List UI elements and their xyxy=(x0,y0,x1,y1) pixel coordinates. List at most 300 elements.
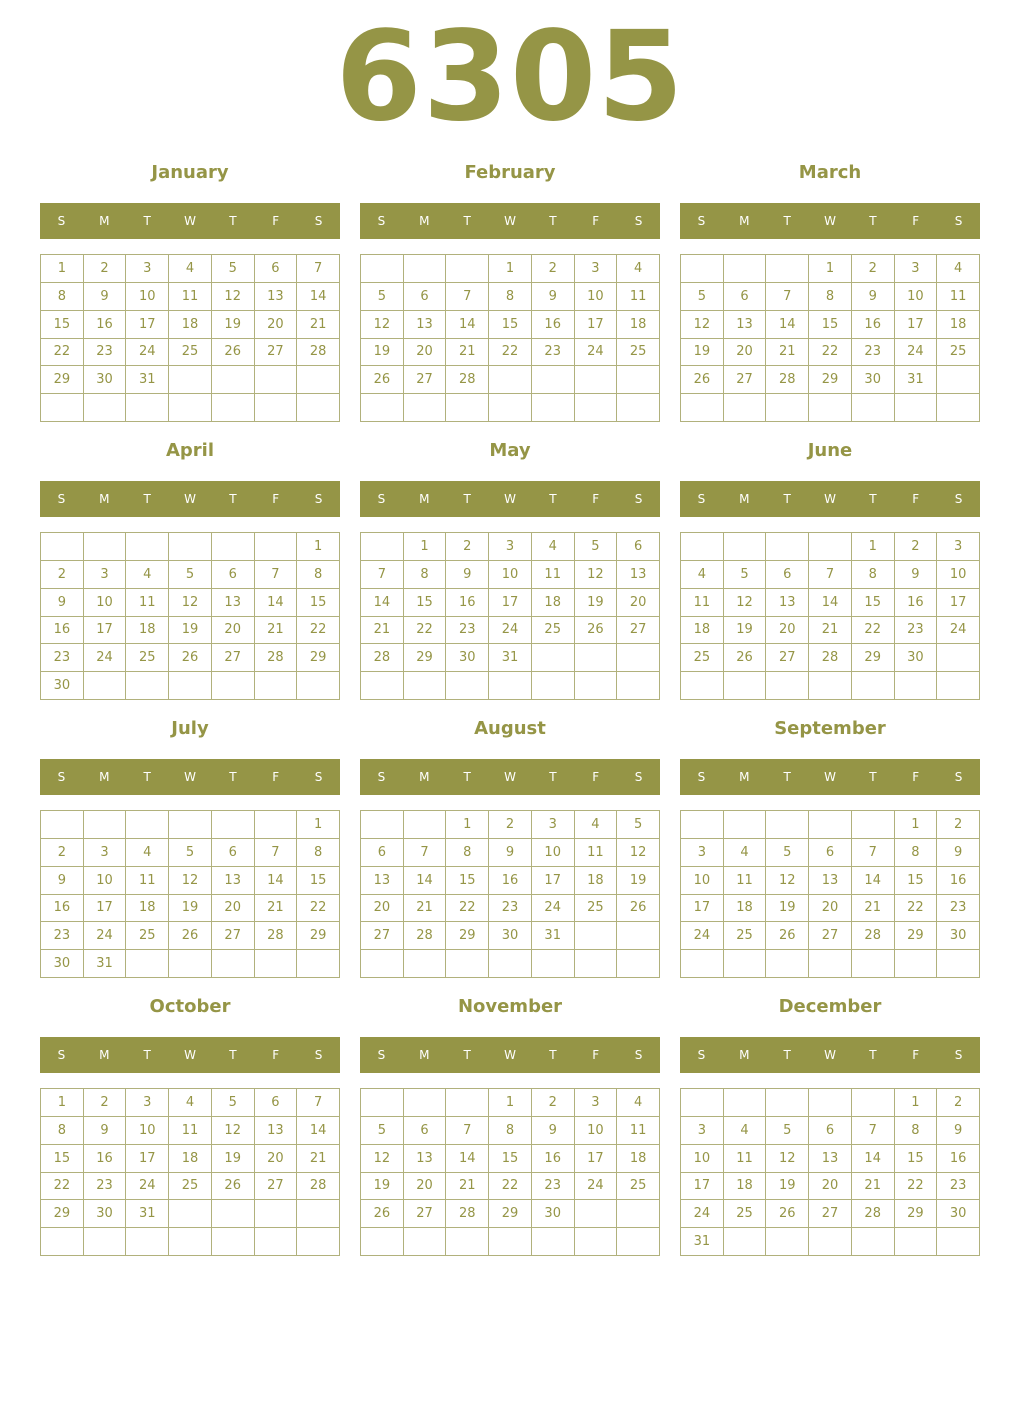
day-cell: 7 xyxy=(852,839,895,867)
day-cell: 21 xyxy=(446,1173,489,1201)
day-cell: 7 xyxy=(766,283,809,311)
day-cell: 24 xyxy=(575,1173,618,1201)
day-cell: 10 xyxy=(681,867,724,895)
weekday-label: T xyxy=(549,214,557,228)
empty-cell xyxy=(617,366,660,394)
day-cell: 2 xyxy=(937,811,980,839)
day-cell: 23 xyxy=(937,895,980,923)
day-cell: 7 xyxy=(297,255,340,283)
empty-cell xyxy=(169,1228,212,1256)
weekday-label: S xyxy=(954,1048,963,1062)
day-cell: 28 xyxy=(852,922,895,950)
weekday-label: S xyxy=(954,492,963,506)
day-cell: 12 xyxy=(212,283,255,311)
empty-cell xyxy=(895,394,938,422)
day-cell: 7 xyxy=(297,1089,340,1117)
day-cell: 26 xyxy=(169,644,212,672)
day-cell: 21 xyxy=(255,895,298,923)
day-cell: 22 xyxy=(489,1173,532,1201)
weekday-label: T xyxy=(783,770,791,784)
day-cell: 19 xyxy=(361,339,404,367)
day-cell: 23 xyxy=(489,895,532,923)
month-name: March xyxy=(798,162,862,183)
day-cell: 3 xyxy=(575,255,618,283)
day-cell: 3 xyxy=(126,255,169,283)
day-cell: 14 xyxy=(255,589,298,617)
month-name: April xyxy=(165,440,215,461)
empty-cell xyxy=(489,672,532,700)
weekday-label: T xyxy=(783,214,791,228)
day-cell: 17 xyxy=(126,1145,169,1173)
empty-cell xyxy=(681,811,724,839)
empty-cell xyxy=(41,533,84,561)
empty-cell xyxy=(681,950,724,978)
day-cell: 12 xyxy=(617,839,660,867)
day-cell: 13 xyxy=(255,1117,298,1145)
day-cell: 2 xyxy=(489,811,532,839)
day-cell: 30 xyxy=(446,644,489,672)
weekday-label: S xyxy=(57,1048,66,1062)
day-cell: 14 xyxy=(297,283,340,311)
weekday-label: T xyxy=(783,492,791,506)
empty-cell xyxy=(617,950,660,978)
day-cell: 31 xyxy=(84,950,127,978)
day-cell: 3 xyxy=(489,533,532,561)
day-cell: 23 xyxy=(41,922,84,950)
day-cell: 15 xyxy=(297,589,340,617)
day-cell: 30 xyxy=(937,1200,980,1228)
day-cell: 30 xyxy=(937,922,980,950)
day-cell: 8 xyxy=(489,283,532,311)
empty-cell xyxy=(809,950,852,978)
empty-cell xyxy=(446,255,489,283)
day-cell: 17 xyxy=(84,617,127,645)
day-cell: 22 xyxy=(297,895,340,923)
day-cell: 6 xyxy=(404,283,447,311)
day-cell: 4 xyxy=(169,1089,212,1117)
weekday-label: S xyxy=(377,492,386,506)
day-cell: 24 xyxy=(681,1200,724,1228)
year-title: 6305 xyxy=(335,5,685,149)
day-cell: 20 xyxy=(724,339,767,367)
day-cell: 2 xyxy=(446,533,489,561)
day-cell: 26 xyxy=(766,922,809,950)
weekday-label: T xyxy=(143,770,151,784)
day-cell: 6 xyxy=(724,283,767,311)
day-grid xyxy=(360,1088,660,1256)
day-cell: 18 xyxy=(937,311,980,339)
day-cell: 4 xyxy=(126,839,169,867)
empty-cell xyxy=(361,950,404,978)
empty-cell xyxy=(724,533,767,561)
empty-cell xyxy=(361,1089,404,1117)
day-cell: 7 xyxy=(361,561,404,589)
weekday-label: F xyxy=(272,492,280,506)
weekday-label: S xyxy=(634,492,643,506)
day-cell: 22 xyxy=(446,895,489,923)
day-cell: 16 xyxy=(532,1145,575,1173)
day-cell: 3 xyxy=(681,839,724,867)
empty-cell xyxy=(84,672,127,700)
weekday-label: S xyxy=(634,770,643,784)
day-cell: 30 xyxy=(895,644,938,672)
weekday-label: S xyxy=(57,214,66,228)
day-cell: 12 xyxy=(681,311,724,339)
day-cell: 20 xyxy=(212,895,255,923)
day-cell: 24 xyxy=(532,895,575,923)
day-cell: 24 xyxy=(681,922,724,950)
day-cell: 9 xyxy=(41,589,84,617)
day-cell: 14 xyxy=(446,311,489,339)
weekday-label: F xyxy=(272,214,280,228)
day-cell: 4 xyxy=(532,533,575,561)
day-cell: 11 xyxy=(617,283,660,311)
day-cell: 21 xyxy=(361,617,404,645)
day-cell: 7 xyxy=(446,1117,489,1145)
day-cell: 25 xyxy=(681,644,724,672)
empty-cell xyxy=(212,672,255,700)
day-cell: 6 xyxy=(212,839,255,867)
weekday-label: T xyxy=(869,1048,877,1062)
day-cell: 4 xyxy=(681,561,724,589)
day-cell: 16 xyxy=(852,311,895,339)
day-cell: 1 xyxy=(297,533,340,561)
empty-cell xyxy=(575,366,618,394)
empty-cell xyxy=(681,394,724,422)
day-cell: 5 xyxy=(361,1117,404,1145)
day-cell: 11 xyxy=(724,867,767,895)
day-cell: 3 xyxy=(681,1117,724,1145)
empty-cell xyxy=(532,366,575,394)
day-cell: 25 xyxy=(724,1200,767,1228)
weekday-label: M xyxy=(739,770,750,784)
day-cell: 13 xyxy=(212,589,255,617)
day-cell: 23 xyxy=(84,1173,127,1201)
day-cell: 31 xyxy=(895,366,938,394)
day-cell: 7 xyxy=(852,1117,895,1145)
weekday-label: S xyxy=(314,770,323,784)
day-cell: 18 xyxy=(126,895,169,923)
day-cell: 12 xyxy=(724,589,767,617)
day-cell: 27 xyxy=(617,617,660,645)
day-cell: 10 xyxy=(489,561,532,589)
empty-cell xyxy=(126,533,169,561)
weekday-label: T xyxy=(463,770,471,784)
day-cell: 22 xyxy=(41,339,84,367)
empty-cell xyxy=(852,394,895,422)
weekday-label: W xyxy=(184,1048,196,1062)
empty-cell xyxy=(937,950,980,978)
day-cell: 1 xyxy=(297,811,340,839)
empty-cell xyxy=(446,672,489,700)
day-cell: 12 xyxy=(361,1145,404,1173)
day-cell: 1 xyxy=(404,533,447,561)
day-cell: 3 xyxy=(126,1089,169,1117)
empty-cell xyxy=(255,1228,298,1256)
day-cell: 8 xyxy=(852,561,895,589)
day-cell: 22 xyxy=(404,617,447,645)
empty-cell xyxy=(681,672,724,700)
empty-cell xyxy=(809,533,852,561)
empty-cell xyxy=(126,394,169,422)
weekday-label: T xyxy=(463,492,471,506)
weekday-label: S xyxy=(314,492,323,506)
day-cell: 4 xyxy=(126,561,169,589)
empty-cell xyxy=(489,366,532,394)
empty-cell xyxy=(84,811,127,839)
empty-cell xyxy=(724,255,767,283)
day-cell: 28 xyxy=(809,644,852,672)
day-cell: 11 xyxy=(126,867,169,895)
day-cell: 19 xyxy=(212,311,255,339)
day-cell: 27 xyxy=(404,366,447,394)
day-cell: 20 xyxy=(766,617,809,645)
day-cell: 11 xyxy=(617,1117,660,1145)
empty-cell xyxy=(212,1228,255,1256)
day-cell: 27 xyxy=(724,366,767,394)
day-cell: 23 xyxy=(937,1173,980,1201)
day-cell: 15 xyxy=(41,1145,84,1173)
weekday-label: S xyxy=(314,214,323,228)
empty-cell xyxy=(617,394,660,422)
day-cell: 26 xyxy=(766,1200,809,1228)
day-cell: 9 xyxy=(852,283,895,311)
empty-cell xyxy=(766,811,809,839)
empty-cell xyxy=(575,1228,618,1256)
empty-cell xyxy=(41,1228,84,1256)
day-cell: 18 xyxy=(575,867,618,895)
day-cell: 27 xyxy=(255,1173,298,1201)
empty-cell xyxy=(169,811,212,839)
empty-cell xyxy=(361,811,404,839)
weekday-label: M xyxy=(739,214,750,228)
day-cell: 14 xyxy=(809,589,852,617)
weekday-label: S xyxy=(57,492,66,506)
day-cell: 28 xyxy=(446,1200,489,1228)
day-cell: 20 xyxy=(212,617,255,645)
day-cell: 26 xyxy=(212,339,255,367)
day-cell: 29 xyxy=(852,644,895,672)
empty-cell xyxy=(852,1228,895,1256)
day-cell: 29 xyxy=(297,644,340,672)
day-cell: 16 xyxy=(84,1145,127,1173)
day-cell: 11 xyxy=(681,589,724,617)
weekday-label: S xyxy=(634,1048,643,1062)
day-cell: 8 xyxy=(297,561,340,589)
day-grid xyxy=(40,1088,340,1256)
day-cell: 25 xyxy=(575,895,618,923)
day-cell: 31 xyxy=(532,922,575,950)
day-cell: 15 xyxy=(809,311,852,339)
day-cell: 2 xyxy=(532,1089,575,1117)
month-name: June xyxy=(807,440,853,461)
empty-cell xyxy=(575,644,618,672)
weekday-label: S xyxy=(634,214,643,228)
day-cell: 20 xyxy=(809,1173,852,1201)
day-cell: 20 xyxy=(361,895,404,923)
weekday-label: T xyxy=(549,770,557,784)
empty-cell xyxy=(297,1228,340,1256)
day-cell: 30 xyxy=(84,366,127,394)
day-cell: 13 xyxy=(212,867,255,895)
weekday-header xyxy=(680,1037,980,1073)
day-cell: 13 xyxy=(809,1145,852,1173)
empty-cell xyxy=(724,1228,767,1256)
empty-cell xyxy=(895,950,938,978)
day-cell: 25 xyxy=(532,617,575,645)
day-cell: 11 xyxy=(532,561,575,589)
weekday-label: M xyxy=(419,214,430,228)
empty-cell xyxy=(724,950,767,978)
empty-cell xyxy=(575,950,618,978)
day-cell: 29 xyxy=(895,1200,938,1228)
day-cell: 14 xyxy=(255,867,298,895)
day-cell: 13 xyxy=(617,561,660,589)
weekday-label: T xyxy=(229,770,237,784)
day-cell: 1 xyxy=(852,533,895,561)
month-name: August xyxy=(474,718,546,739)
day-cell: 25 xyxy=(126,922,169,950)
empty-cell xyxy=(681,1089,724,1117)
day-cell: 29 xyxy=(446,922,489,950)
day-cell: 5 xyxy=(169,839,212,867)
month-name: September xyxy=(774,718,886,739)
weekday-label: F xyxy=(592,770,600,784)
day-cell: 11 xyxy=(126,589,169,617)
day-grid xyxy=(680,810,980,978)
day-cell: 1 xyxy=(895,811,938,839)
day-cell: 25 xyxy=(169,339,212,367)
empty-cell xyxy=(532,1228,575,1256)
day-cell: 23 xyxy=(895,617,938,645)
day-cell: 7 xyxy=(446,283,489,311)
day-cell: 8 xyxy=(297,839,340,867)
weekday-label: F xyxy=(272,770,280,784)
day-cell: 13 xyxy=(809,867,852,895)
day-cell: 26 xyxy=(212,1173,255,1201)
empty-cell xyxy=(255,394,298,422)
month-name: November xyxy=(457,996,563,1017)
weekday-header xyxy=(680,203,980,239)
empty-cell xyxy=(489,394,532,422)
weekday-label: M xyxy=(99,1048,110,1062)
day-cell: 20 xyxy=(404,339,447,367)
day-cell: 27 xyxy=(255,339,298,367)
empty-cell xyxy=(361,672,404,700)
day-cell: 10 xyxy=(84,589,127,617)
empty-cell xyxy=(126,811,169,839)
day-cell: 12 xyxy=(361,311,404,339)
day-cell: 5 xyxy=(212,255,255,283)
weekday-label: F xyxy=(272,1048,280,1062)
day-cell: 9 xyxy=(446,561,489,589)
day-cell: 19 xyxy=(617,867,660,895)
day-cell: 18 xyxy=(617,311,660,339)
empty-cell xyxy=(41,811,84,839)
day-cell: 15 xyxy=(446,867,489,895)
day-cell: 13 xyxy=(404,1145,447,1173)
weekday-label: F xyxy=(912,492,920,506)
weekday-label: T xyxy=(783,1048,791,1062)
weekday-header xyxy=(360,481,660,517)
weekday-header xyxy=(40,759,340,795)
day-grid xyxy=(40,254,340,422)
day-cell: 30 xyxy=(489,922,532,950)
day-cell: 29 xyxy=(297,922,340,950)
day-cell: 8 xyxy=(489,1117,532,1145)
day-cell: 4 xyxy=(724,839,767,867)
day-cell: 6 xyxy=(212,561,255,589)
empty-cell xyxy=(617,1228,660,1256)
day-cell: 10 xyxy=(126,283,169,311)
empty-cell xyxy=(297,366,340,394)
day-cell: 18 xyxy=(532,589,575,617)
empty-cell xyxy=(681,255,724,283)
day-cell: 10 xyxy=(575,1117,618,1145)
day-cell: 28 xyxy=(361,644,404,672)
weekday-label: T xyxy=(869,492,877,506)
day-cell: 9 xyxy=(937,839,980,867)
day-cell: 10 xyxy=(84,867,127,895)
weekday-label: W xyxy=(504,1048,516,1062)
empty-cell xyxy=(404,672,447,700)
day-cell: 6 xyxy=(617,533,660,561)
day-cell: 9 xyxy=(895,561,938,589)
day-cell: 20 xyxy=(809,895,852,923)
empty-cell xyxy=(297,672,340,700)
day-cell: 24 xyxy=(895,339,938,367)
empty-cell xyxy=(297,950,340,978)
day-cell: 9 xyxy=(532,1117,575,1145)
day-cell: 21 xyxy=(297,1145,340,1173)
day-grid xyxy=(40,810,340,978)
day-cell: 23 xyxy=(84,339,127,367)
day-cell: 26 xyxy=(361,366,404,394)
day-cell: 4 xyxy=(617,1089,660,1117)
day-cell: 20 xyxy=(255,311,298,339)
day-cell: 23 xyxy=(532,1173,575,1201)
day-cell: 22 xyxy=(41,1173,84,1201)
weekday-label: W xyxy=(824,492,836,506)
empty-cell xyxy=(617,644,660,672)
day-cell: 2 xyxy=(84,1089,127,1117)
weekday-header xyxy=(680,759,980,795)
day-cell: 2 xyxy=(84,255,127,283)
day-cell: 29 xyxy=(809,366,852,394)
empty-cell xyxy=(255,950,298,978)
day-cell: 13 xyxy=(361,867,404,895)
day-cell: 14 xyxy=(361,589,404,617)
day-cell: 2 xyxy=(532,255,575,283)
day-cell: 25 xyxy=(937,339,980,367)
day-grid xyxy=(680,532,980,700)
weekday-label: M xyxy=(739,492,750,506)
weekday-label: S xyxy=(57,770,66,784)
day-cell: 12 xyxy=(169,867,212,895)
weekday-label: M xyxy=(739,1048,750,1062)
day-cell: 16 xyxy=(895,589,938,617)
day-cell: 21 xyxy=(852,895,895,923)
empty-cell xyxy=(937,672,980,700)
day-cell: 16 xyxy=(489,867,532,895)
day-cell: 17 xyxy=(575,311,618,339)
day-cell: 2 xyxy=(937,1089,980,1117)
weekday-header xyxy=(40,1037,340,1073)
empty-cell xyxy=(852,950,895,978)
weekday-label: T xyxy=(229,214,237,228)
day-cell: 7 xyxy=(404,839,447,867)
weekday-label: T xyxy=(549,1048,557,1062)
